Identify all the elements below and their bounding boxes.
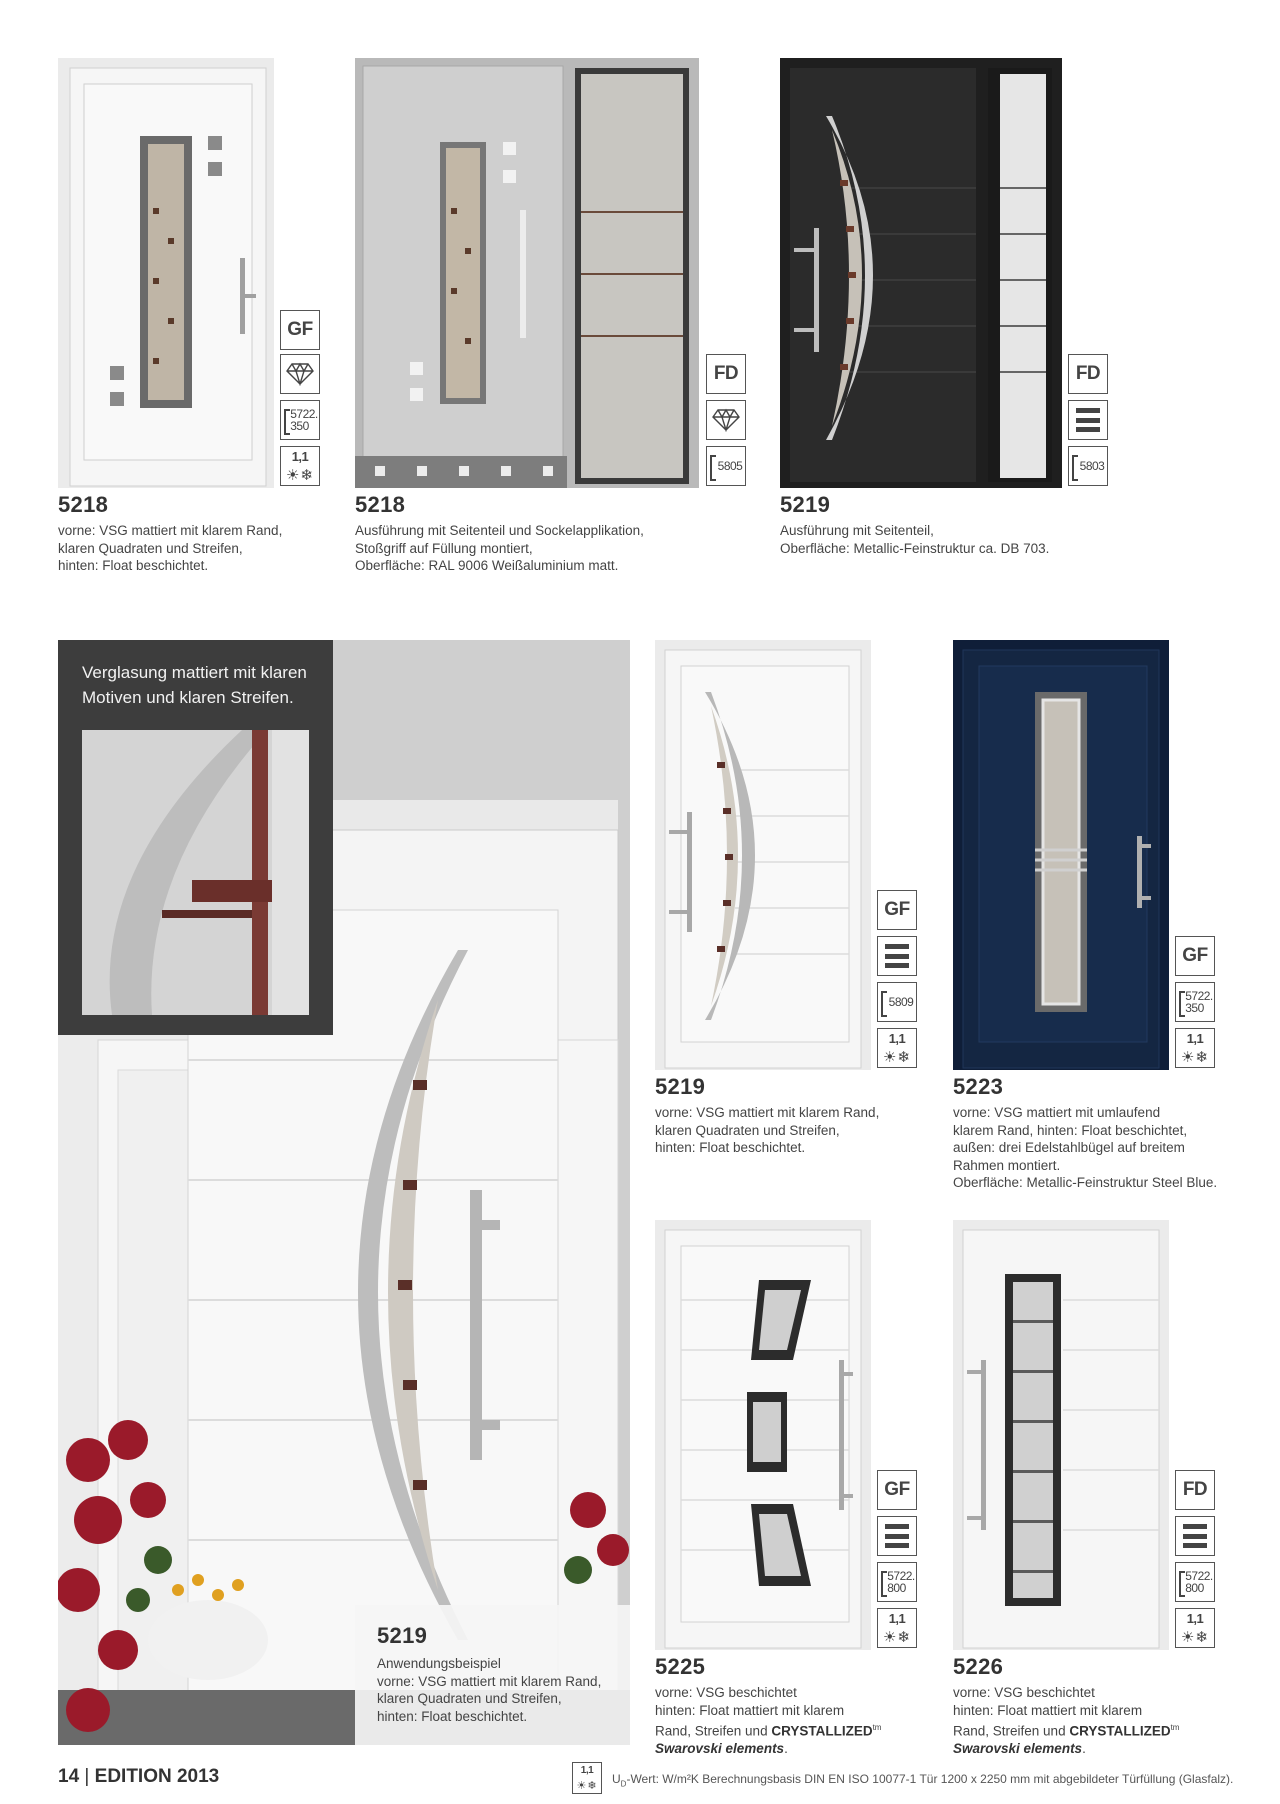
glass-type-badge: FD — [1175, 1470, 1215, 1510]
callout-text: Verglasung mattiert mit klaren — [82, 663, 307, 682]
stripes-icon — [877, 936, 917, 976]
product-description: vorne: VSG mattiert mit klarem Rand, klaren Quadraten und Streifen, hinten: Float beschichtet. — [655, 1105, 880, 1155]
product-description: Ausführung mit Seitenteil und Sockelapplikation, Stoßgriff auf Füllung montiert, Oberfläche: RAL 9006 Weißaluminium matt. — [355, 523, 644, 573]
product-description: vorne: VSG beschichtet hinten: Float mattiert mit klarem Rand, Streifen und $CRYSTALLIZED^{tm}$ Swarovski elements. — [655, 1685, 882, 1756]
glass-type-badge: GF — [877, 890, 917, 930]
product-description: vorne: VSG mattiert mit klarem Rand, klaren Quadraten und Streifen, hinten: Float beschichtet. — [58, 523, 283, 573]
page-number: 14 — [58, 1766, 80, 1787]
model-number: 5223 — [953, 1074, 1004, 1099]
u-value-badge: 1,1 ☀❄ — [1175, 1028, 1215, 1068]
model-number: 5219 — [655, 1074, 706, 1099]
door-image-5218-silver — [355, 58, 699, 488]
sun-snow-icon: ☀❄ — [882, 1049, 911, 1066]
u-value-badge: 1,1 ☀❄ — [280, 446, 320, 486]
diamond-icon — [706, 400, 746, 440]
product-description: Anwendungsbeispiel vorne: VSG mattiert mit klarem Rand, klaren Quadraten und Streifen, hinten: Float beschichtet. — [377, 1656, 602, 1724]
footer-separator: | — [84, 1766, 90, 1787]
stripes-icon — [1175, 1516, 1215, 1556]
door-image-5225-white — [655, 1220, 871, 1650]
door-image-5219-black — [780, 58, 1062, 488]
product-description: vorne: VSG beschichtet hinten: Float mattiert mit klarem Rand, Streifen und $CRYSTALLIZED^{tm}$ Swarovski elements. — [953, 1685, 1180, 1756]
door-image-5226-white — [953, 1220, 1169, 1650]
model-number: 5218 — [355, 492, 406, 517]
glass-type-badge: GF — [280, 310, 320, 350]
reference-badge: 5805 — [706, 446, 746, 486]
model-number: 5225 — [655, 1654, 706, 1679]
sun-snow-icon: ☀❄ — [576, 1780, 598, 1792]
model-number: 5219 — [780, 492, 831, 517]
reference-badge: 5722. 350 — [280, 400, 320, 440]
door-image-5218-white — [58, 58, 274, 488]
sun-snow-icon: ☀❄ — [1180, 1049, 1209, 1066]
u-value-badge: 1,1 ☀❄ — [877, 1028, 917, 1068]
callout-text: Motiven und klaren Streifen. — [82, 688, 294, 707]
glazing-callout — [58, 640, 333, 1035]
sun-snow-icon: ☀❄ — [1180, 1629, 1209, 1646]
door-image-5223-blue — [953, 640, 1169, 1070]
u-value-footnote: $U_D$-Wert: W/m²K Berechnungsbasis DIN EN ISO 10077-1 Tür 1200 x 2250 mm mit abgebildeter Türfüllung (Glasfalz). — [612, 1772, 1234, 1789]
product-description: vorne: VSG mattiert mit umlaufend klarem Rand, hinten: Float beschichtet, außen: drei Edelstahlbügel auf breitem Rahmen montiert. Oberfläche: Metallic-Feinstruktur Steel Blue. — [953, 1105, 1218, 1190]
model-number: 5219 — [377, 1623, 428, 1648]
glazing-detail-image — [82, 730, 309, 1015]
sun-snow-icon: ☀❄ — [285, 467, 314, 484]
reference-badge: 5722. 800 — [877, 1562, 917, 1602]
model-number: 5218 — [58, 492, 109, 517]
glass-type-badge: GF — [1175, 936, 1215, 976]
glass-type-badge: FD — [1068, 354, 1108, 394]
page-footer — [58, 1766, 219, 1788]
glass-type-badge: GF — [877, 1470, 917, 1510]
stripes-icon — [1068, 400, 1108, 440]
u-value-badge: 1,1 ☀❄ — [1175, 1608, 1215, 1648]
reference-badge: 5722. 350 — [1175, 982, 1215, 1022]
glass-type-badge: FD — [706, 354, 746, 394]
diamond-icon — [280, 354, 320, 394]
scene-caption — [355, 1605, 630, 1745]
model-number: 5226 — [953, 1654, 1004, 1679]
reference-badge: 5803 — [1068, 446, 1108, 486]
door-image-5219-white — [655, 640, 871, 1070]
product-description: Ausführung mit Seitenteil, Oberfläche: Metallic-Feinstruktur ca. DB 703. — [780, 523, 1050, 556]
u-value-badge: 1,1 ☀❄ — [877, 1608, 917, 1648]
reference-badge: 5722. 800 — [1175, 1562, 1215, 1602]
sun-snow-icon: ☀❄ — [882, 1629, 911, 1646]
edition-label: EDITION 2013 — [94, 1766, 220, 1787]
stripes-icon — [877, 1516, 917, 1556]
u-value-badge: 1,1 ☀❄ — [572, 1762, 602, 1794]
reference-badge: 5809 — [877, 982, 917, 1022]
